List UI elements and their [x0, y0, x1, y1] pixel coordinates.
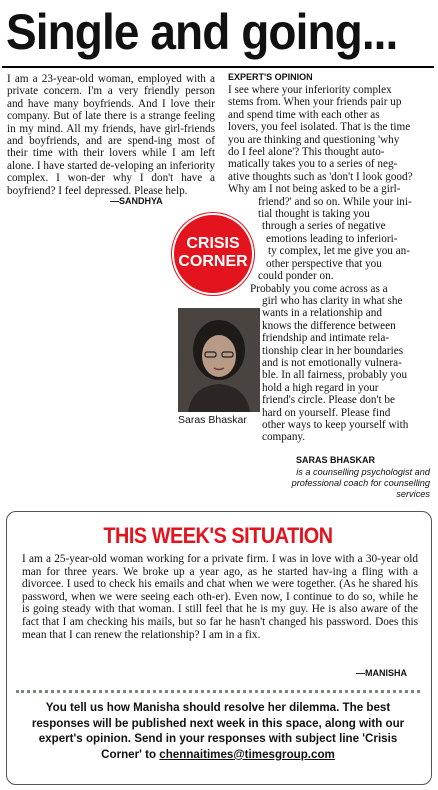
expert-signature: SARAS BHASKAR: [296, 455, 376, 465]
expert-bio: is a counselling psychologist and professional coach for counselling services: [291, 467, 430, 499]
badge-line-1: CRISIS: [186, 235, 240, 252]
expert-line: tial thought is taking you: [258, 208, 370, 221]
dotted-divider: [16, 690, 420, 693]
expert-line: hard on yourself. Please find: [262, 406, 391, 419]
letter-signature: —SANDHYA: [110, 196, 163, 206]
footer-text: You tell us how Manisha should resolve her dilemma. The best responses will be published next week in this space, along with our expert's opinion. Send in your responses with subject line 'Crisis Corner' to: [31, 701, 405, 761]
portrait-image: [178, 308, 260, 412]
expert-line: stems from. When your friends pair up: [228, 96, 402, 109]
expert-line: wants in a relationship and: [262, 307, 382, 320]
badge-line-2: CORNER: [178, 253, 248, 270]
expert-line: tionship clear in her boundaries: [262, 344, 404, 357]
expert-line: other perspective that you: [266, 257, 382, 270]
expert-line: ty complex, let me give you an-: [268, 245, 410, 258]
footer-note: [18, 700, 418, 762]
headline: Single and going...: [6, 4, 398, 60]
expert-line: Why am I not being asked to be a girl-: [228, 183, 401, 196]
expert-line: lovers, you feel isolated. That is the time: [228, 121, 411, 134]
expert-line: Probably you come across as a: [250, 282, 388, 295]
expert-line: company.: [262, 431, 306, 444]
expert-line: you are thinking and questioning 'why: [228, 133, 400, 146]
expert-line: and spend time with each other as: [228, 108, 380, 121]
email-link[interactable]: chennaitimes@timesgroup.com: [159, 747, 335, 761]
expert-line: do I feel alone'? This thought auto-: [228, 146, 385, 159]
expert-opinion-heading: EXPERT'S OPINION: [228, 72, 313, 82]
expert-line: ative thoughts such as 'don't I look good?: [228, 170, 413, 183]
expert-line: matically takes you to a series of neg-: [228, 158, 398, 171]
expert-line: girl who has clarity in what she: [262, 294, 403, 307]
expert-line: friend?' and so on. While your ini-: [258, 195, 412, 208]
situation-title: THIS WEEK'S SITUATION: [103, 523, 333, 548]
expert-line: other ways to keep yourself with: [262, 418, 409, 431]
expert-line: friendship and intimate rela-: [262, 332, 390, 345]
headline-rule: [2, 66, 434, 68]
expert-line: emotions leading to inferiori-: [266, 232, 398, 245]
expert-photo: [178, 308, 260, 412]
crisis-corner-badge: [172, 213, 254, 295]
expert-line: I see where your inferiority complex: [228, 84, 392, 96]
expert-line: hold a high regard in your: [262, 381, 379, 394]
expert-line: and is not emotionally vulnera-: [262, 356, 402, 369]
situation-body: I am a 25-year-old woman working for a private firm. I was in love with a 30-year old man for three years. We broke up a year ago, as he started hav-ing a fling with a divorcee. I used to check his emails and chat when we were together. (As he shared his password, when we were seeing each oth-er). Even now, I continue to do so, while he is going steady with that woman. I still feel that he is my guy. He is also aware of the fact that I am checking his mails, but so far he hasn't changed his password. Does this mean that I can renew the relationship? I am in a fix.: [22, 553, 418, 641]
expert-line: friend's circle. Please don't be: [262, 394, 395, 407]
expert-line: knows the difference between: [262, 319, 396, 332]
expert-line: could ponder on.: [258, 270, 334, 283]
photo-caption: Saras Bhaskar: [178, 414, 247, 426]
expert-line: ble. In all fairness, probably you: [262, 369, 408, 382]
situation-signature: —MANISHA: [356, 668, 407, 678]
letter-body: I am a 23-year-old woman, employed with a private concern. I'm a very friendly person and have many boyfriends. And I love their company. But of late there is a strange feeling in my mind. All my friends, have girl-friends and boyfriends, and are spend-ing most of their time with their lovers while I am left alone. I have started de-veloping an inferiority complex. I won-der why I don't have a boyfriend? I feel depressed. Please help.: [7, 73, 215, 197]
expert-line: through a series of negative: [262, 220, 386, 233]
